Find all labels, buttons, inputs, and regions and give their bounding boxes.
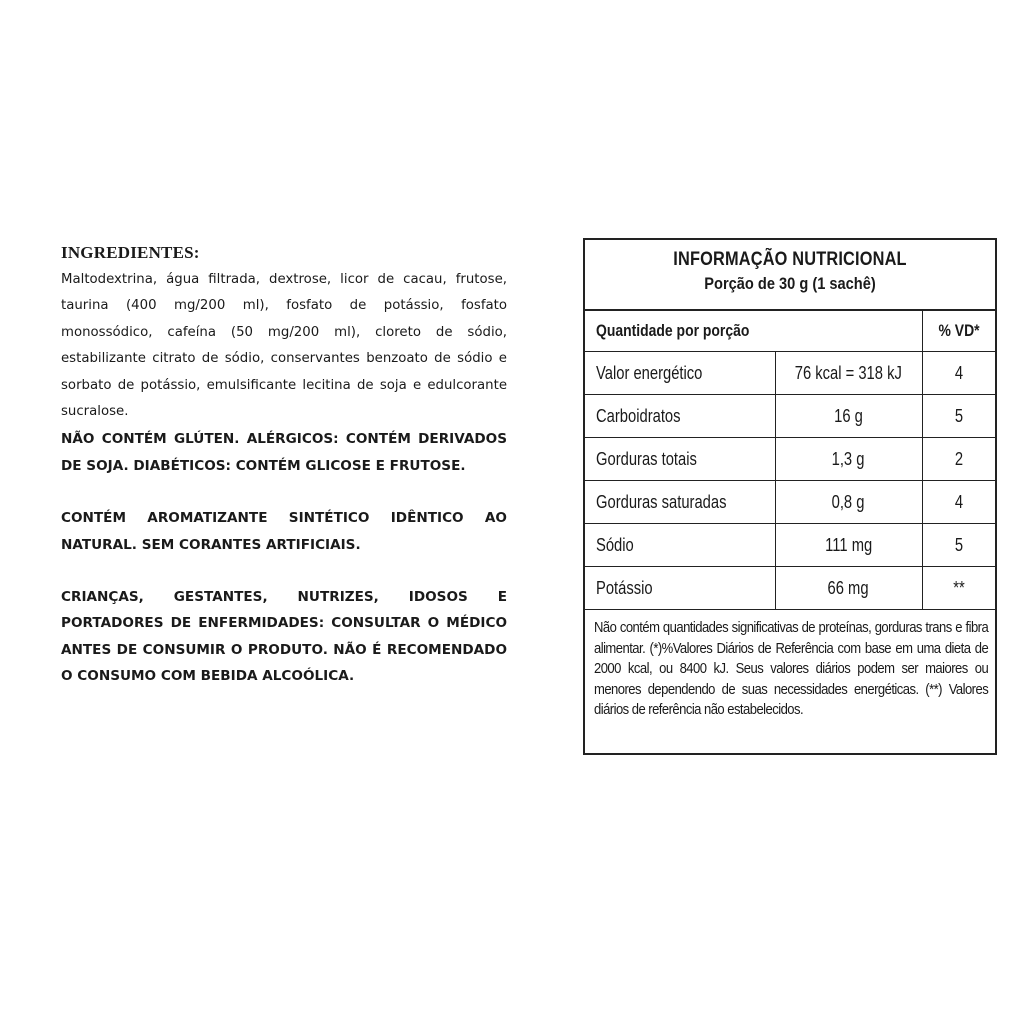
- table-row: [585, 395, 995, 438]
- nutrition-footnote: Não contém quantidades significativas de proteínas, gorduras trans e fibra alimentar. (*)%Valores Diários de Referência com base em uma dieta de 2000 kcal, ou 8400 kJ. Seus valores diários podem ser maiores ou menores dependendo de suas necessidades energéticas. (**) Valores diários de referência não estabelecidos.: [594, 620, 989, 718]
- nutrient-vd: 5: [922, 395, 995, 438]
- table-header-row: [585, 311, 995, 352]
- table-row: [585, 567, 995, 610]
- nutrient-vd: 5: [922, 524, 995, 567]
- nutrient-name: Gorduras totais: [585, 438, 775, 481]
- allergen-warning: NÃO CONTÉM GLÚTEN. ALÉRGICOS: CONTÉM DERIVADOS DE SOJA. DIABÉTICOS: CONTÉM GLICOSE E FRUTOSE.: [61, 431, 507, 474]
- ingredients-title: INGREDIENTES:: [61, 243, 200, 262]
- nutrient-name: Gorduras saturadas: [585, 481, 775, 524]
- table-row: [585, 481, 995, 524]
- nutrient-value: 1,3 g: [775, 438, 922, 481]
- table-row: [585, 524, 995, 567]
- header-vd: % VD*: [922, 311, 995, 352]
- nutrient-value: 76 kcal = 318 kJ: [775, 352, 922, 395]
- nutrient-value: 111 mg: [775, 524, 922, 567]
- nutrition-header: [585, 240, 995, 311]
- nutrient-name: Sódio: [585, 524, 775, 567]
- nutrient-vd: **: [922, 567, 995, 610]
- portion-size: Porção de 30 g (1 sachê): [704, 274, 876, 293]
- table-row: [585, 438, 995, 481]
- nutrient-name: Potássio: [585, 567, 775, 610]
- ingredients-section: [61, 243, 507, 690]
- nutrient-vd: 4: [922, 352, 995, 395]
- nutrition-grid: [585, 311, 995, 610]
- nutrition-title: INFORMAÇÃO NUTRICIONAL: [673, 249, 907, 270]
- consult-doctor-warning: CRIANÇAS, GESTANTES, NUTRIZES, IDOSOS E PORTADORES DE ENFERMIDADES: CONSULTAR O MÉDICO ANTES DE CONSUMIR O PRODUTO. NÃO É RECOMENDADO O CONSUMO COM BEBIDA ALCOÓLICA.: [61, 589, 507, 685]
- nutrition-facts-table: [583, 238, 997, 755]
- nutrient-name: Carboidratos: [585, 395, 775, 438]
- nutrient-name: Valor energético: [585, 352, 775, 395]
- nutrient-value: 16 g: [775, 395, 922, 438]
- nutrient-value: 0,8 g: [775, 481, 922, 524]
- ingredients-text: Maltodextrina, água filtrada, dextrose, licor de cacau, frutose, taurina (400 mg/200 ml), fosfato de potássio, fosfato monossódico, cafeína (50 mg/200 ml), cloreto de sódio, estabilizante citrato de sódio, conservantes benzoato de sódio e sorbato de potássio, emulsificante lecitina de soja e edulcorante sucralose.: [61, 272, 507, 420]
- table-row: [585, 352, 995, 395]
- nutrient-value: 66 mg: [775, 567, 922, 610]
- nutrient-vd: 2: [922, 438, 995, 481]
- flavoring-notice: CONTÉM AROMATIZANTE SINTÉTICO IDÊNTICO AO NATURAL. SEM CORANTES ARTIFICIAIS.: [61, 510, 507, 553]
- header-quantity: Quantidade por porção: [585, 311, 922, 352]
- nutrient-vd: 4: [922, 481, 995, 524]
